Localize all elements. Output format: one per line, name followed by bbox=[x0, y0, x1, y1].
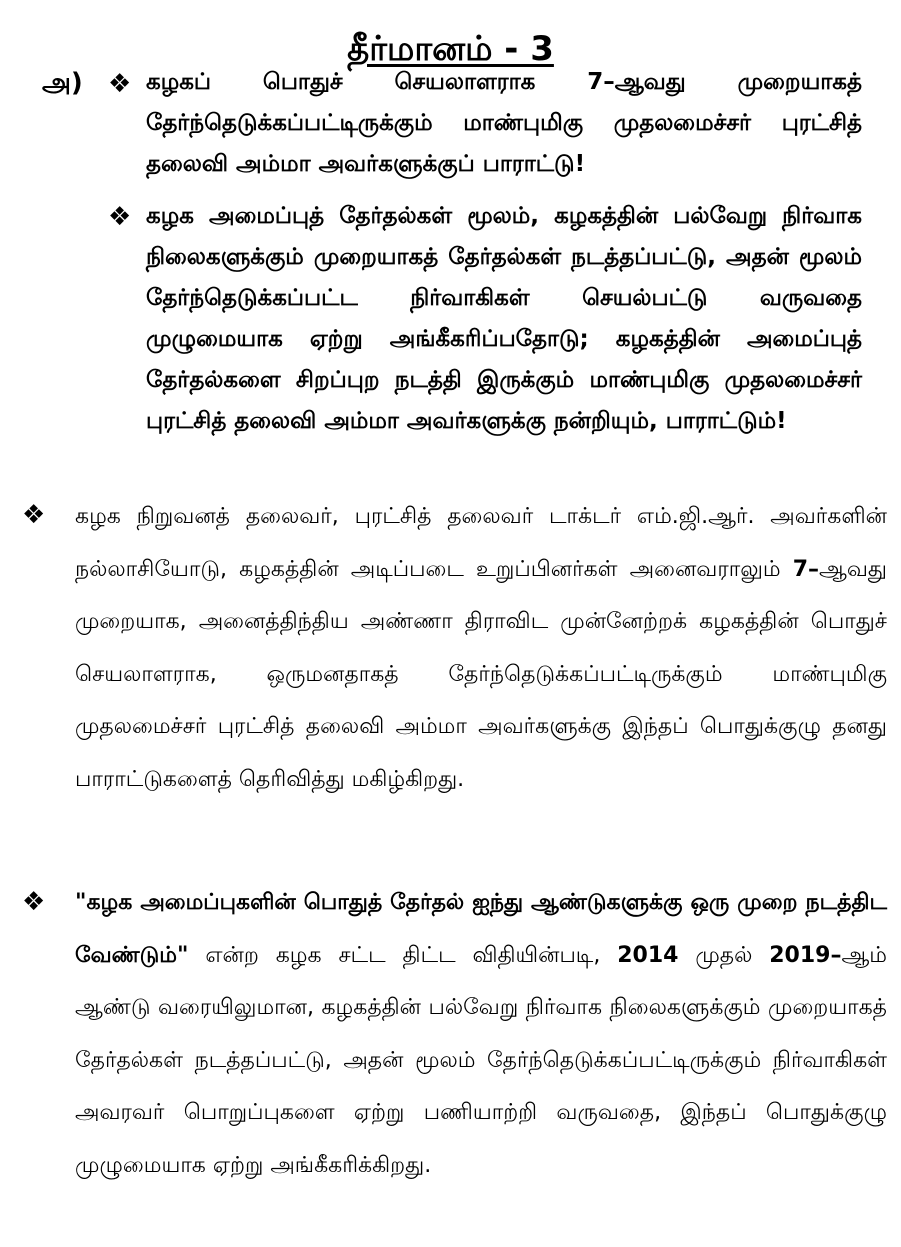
section-marker: அ) bbox=[42, 68, 83, 98]
bullet-icon: ❖ bbox=[108, 202, 132, 232]
section-a-item-1: கழகப் பொதுச் செயலாளராக 7–ஆவது முறையாகத் தேர்ந்தெடுக்கப்பட்டிருக்கும் மாண்புமிகு முதலமைச்சர் புரட்சித் தலைவி அம்மா அவர்களுக்குப் பாராட்டு! bbox=[146, 69, 862, 177]
paragraph-2-year-start: 2014 bbox=[617, 942, 679, 968]
bullet-icon: ❖ bbox=[22, 500, 46, 530]
paragraph-1-text-a: கழக நிறுவனத் தலைவர், புரட்சித் தலைவர் டாக்டர் எம்.ஜி.ஆர். அவர்களின் நல்லாசியோடு, கழகத்தின் அடிப்படை உறுப்பினர்கள் அனைவராலும் bbox=[75, 504, 887, 582]
paragraph-2-year-end: 2019– bbox=[769, 942, 842, 968]
page-title: தீர்மானம் - 3 bbox=[347, 28, 554, 69]
paragraph-1-text-b: ஆவது முறையாக, அனைத்திந்திய அண்ணா திராவிட முன்னேற்றக் கழகத்தின் பொதுச் செயலாளராக, ஒருமனதாகத் தேர்ந்தெடுக்கப்பட்டிருக்கும் மாண்புமிகு முதலமைச்சர் புரட்சித் தலைவி அம்மா அவர்களுக்கு இந்தப் பொதுக்குழு தனது பாராட்டுகளைத் தெரிவித்து மகிழ்கிறது. bbox=[75, 556, 887, 792]
resolution-paragraph-1 bbox=[75, 491, 887, 806]
section-a-item-2: கழக அமைப்புத் தேர்தல்கள் மூலம், கழகத்தின் பல்வேறு நிர்வாக நிலைகளுக்கும் முறையாகத் தேர்தல்கள் நடத்தப்பட்டு, அதன் மூலம் தேர்ந்தெடுக்கப்பட்ட நிர்வாகிகள் செயல்பட்டு வருவதை முழுமையாக ஏற்று அங்கீகரிப்பதோடு; கழகத்தின் அமைப்புத் தேர்தல்களை சிறப்புற நடத்தி இருக்கும் மாண்புமிகு முதலமைச்சர் புரட்சித் தலைவி அம்மா அவர்களுக்கு நன்றியும், பாராட்டும்! bbox=[146, 203, 862, 434]
paragraph-2-text-a: என்ற கழக சட்ட திட்ட விதியின்படி, bbox=[188, 942, 618, 968]
bullet-icon: ❖ bbox=[22, 887, 46, 917]
paragraph-2-text-c: ஆம் ஆண்டு வரையிலுமான, கழகத்தின் பல்வேறு நிர்வாக நிலைகளுக்கும் முறையாகத் தேர்தல்கள் நடத்தப்பட்டு, அதன் மூலம் தேர்ந்தெடுக்கப்பட்டிருக்கும் நிர்வாகிகள் அவரவர் பொறுப்புகளை ஏற்று பணியாற்றி வருவதை, இந்தப் பொதுக்குழு முழுமையாக ஏற்று அங்கீகரிக்கிறது. bbox=[75, 942, 887, 1178]
paragraph-2-quote: "கழக அமைப்புகளின் பொதுத் தேர்தல் ஐந்து ஆண்டுகளுக்கு ஒரு முறை நடத்திட வேண்டும்" bbox=[75, 890, 887, 968]
resolution-paragraph-2 bbox=[75, 877, 887, 1192]
paragraph-2-text-b: முதல் bbox=[678, 942, 770, 968]
bullet-icon: ❖ bbox=[108, 69, 132, 99]
paragraph-1-ordinal: 7– bbox=[792, 556, 820, 582]
